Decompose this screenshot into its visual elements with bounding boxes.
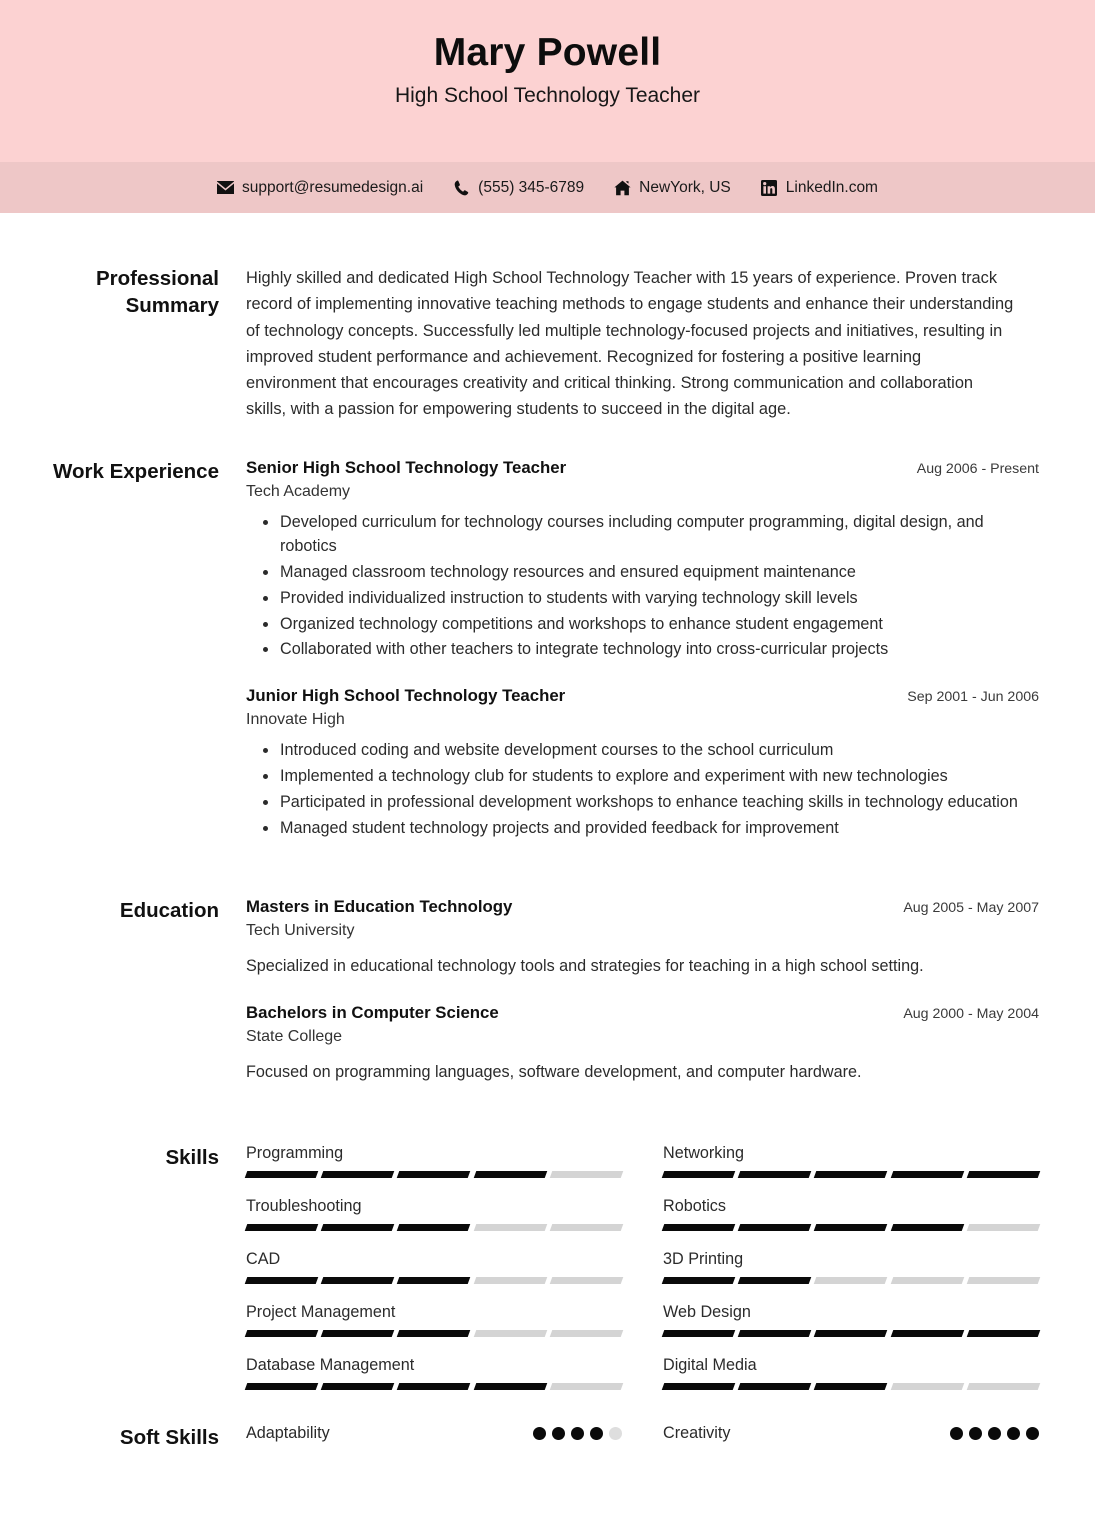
- skill-level-segment: [397, 1330, 471, 1337]
- skill-level-segment: [550, 1330, 624, 1337]
- skill-item: [663, 1356, 1039, 1409]
- education-entry-title: Masters in Education Technology: [246, 897, 513, 917]
- soft-skill-name: Adaptability: [246, 1424, 330, 1443]
- soft-skill-name: Creativity: [663, 1424, 731, 1443]
- skill-level-segment: [662, 1277, 736, 1284]
- skill-level-segment: [245, 1171, 319, 1178]
- skill-level-segment: [321, 1277, 395, 1284]
- skill-level-segment: [814, 1383, 888, 1390]
- skill-name: CAD: [246, 1250, 281, 1269]
- skill-item: [246, 1250, 622, 1303]
- skill-level-segment: [738, 1277, 812, 1284]
- skill-level-bar: [246, 1277, 622, 1284]
- soft-skill-item: [663, 1424, 1039, 1443]
- skill-level-segment: [473, 1171, 547, 1178]
- rating-dot: [590, 1427, 603, 1440]
- summary-text: Highly skilled and dedicated High School Technology Teacher with 15 years of experience. Proven track record of implementing innovative teaching methods to engage students and enhance their understanding of technology concepts. Successfully led multiple technology-focused projects and initiatives, resulting in improved student performance and achievement. Recognized for fostering a positive learning environment that encourages creativity and critical thinking. Strong communication and collaboration skills, with a passion for empowering students to succeed in the digital age.: [246, 269, 1014, 419]
- skill-level-segment: [967, 1330, 1041, 1337]
- contact-location-text: NewYork, US: [639, 178, 731, 196]
- skill-level-segment: [890, 1383, 964, 1390]
- skill-level-segment: [662, 1224, 736, 1231]
- skill-level-segment: [321, 1171, 395, 1178]
- section-skills: [0, 1144, 1039, 1409]
- skill-level-segment: [473, 1383, 547, 1390]
- skill-level-bar: [246, 1171, 622, 1178]
- skill-level-segment: [550, 1224, 624, 1231]
- section-education: [0, 897, 1039, 1089]
- section-label-work: Work Experience: [53, 459, 219, 483]
- work-entry: [246, 686, 1039, 840]
- rating-dot: [552, 1427, 565, 1440]
- skill-level-segment: [245, 1383, 319, 1390]
- skill-level-bar: [246, 1383, 622, 1390]
- work-entry-title: Junior High School Technology Teacher: [246, 686, 566, 706]
- skill-level-segment: [738, 1224, 812, 1231]
- skill-level-segment: [890, 1171, 964, 1178]
- skill-level-segment: [662, 1330, 736, 1337]
- skill-level-segment: [738, 1171, 812, 1178]
- list-item: Managed student technology projects and provided feedback for improvement: [280, 816, 1039, 841]
- education-entry-description: Specialized in educational technology tools and strategies for teaching in a high school setting.: [246, 957, 924, 976]
- skill-level-segment: [321, 1330, 395, 1337]
- skill-item: [663, 1250, 1039, 1303]
- skill-item: [663, 1144, 1039, 1197]
- skill-level-segment: [738, 1330, 812, 1337]
- skill-level-segment: [397, 1224, 471, 1231]
- resume-header: [0, 0, 1095, 162]
- contact-email[interactable]: [217, 179, 423, 197]
- rating-dot: [950, 1427, 963, 1440]
- contact-email-text: support@resumedesign.ai: [242, 178, 424, 196]
- skill-name: Project Management: [246, 1303, 396, 1322]
- list-item: Managed classroom technology resources and ensured equipment maintenance: [280, 560, 1039, 585]
- work-entry-bullets: [246, 510, 1039, 663]
- rating-dot: [609, 1427, 622, 1440]
- soft-skills-grid: [246, 1424, 1039, 1443]
- skill-level-segment: [550, 1277, 624, 1284]
- skill-item: [246, 1144, 622, 1197]
- skill-level-segment: [473, 1224, 547, 1231]
- skill-level-segment: [814, 1171, 888, 1178]
- skill-level-segment: [890, 1277, 964, 1284]
- linkedin-icon: [761, 179, 778, 196]
- skill-level-segment: [890, 1224, 964, 1231]
- skill-level-segment: [967, 1224, 1041, 1231]
- rating-dot: [571, 1427, 584, 1440]
- skill-level-segment: [245, 1224, 319, 1231]
- soft-skill-item: [246, 1424, 622, 1443]
- skill-level-segment: [890, 1330, 964, 1337]
- list-item: Developed curriculum for technology courses including computer programming, digital design, and robotics: [280, 510, 1039, 560]
- soft-skill-rating: [533, 1427, 622, 1440]
- skill-name: Digital Media: [663, 1356, 757, 1375]
- section-soft-skills: [0, 1424, 1039, 1451]
- skill-name: Robotics: [663, 1197, 726, 1216]
- section-label-summary: Professional Summary: [95, 267, 219, 318]
- education-entry-org: State College: [246, 1028, 343, 1046]
- education-entry-org: Tech University: [246, 922, 355, 940]
- skill-level-bar: [246, 1224, 622, 1231]
- skill-level-segment: [814, 1224, 888, 1231]
- rating-dot: [1026, 1427, 1039, 1440]
- education-entry-dates: Aug 2000 - May 2004: [903, 1006, 1039, 1023]
- skill-level-segment: [662, 1171, 736, 1178]
- skill-level-segment: [967, 1383, 1041, 1390]
- work-entry-title: Senior High School Technology Teacher: [246, 457, 567, 477]
- skill-level-segment: [321, 1224, 395, 1231]
- skill-name: 3D Printing: [663, 1250, 744, 1269]
- contact-bar: [0, 162, 1095, 213]
- skill-name: Web Design: [663, 1303, 751, 1322]
- skill-name: Database Management: [246, 1356, 415, 1375]
- skill-level-segment: [550, 1171, 624, 1178]
- skill-level-segment: [967, 1277, 1041, 1284]
- skill-level-bar: [663, 1171, 1039, 1178]
- skill-level-segment: [397, 1171, 471, 1178]
- home-icon: [614, 179, 631, 196]
- soft-skill-rating: [950, 1427, 1039, 1440]
- education-entry-description: Focused on programming languages, software development, and computer hardware.: [246, 1063, 862, 1082]
- section-professional-summary: [0, 265, 1039, 423]
- contact-phone-text: (555) 345-6789: [478, 178, 585, 196]
- section-work-experience: [0, 458, 1039, 845]
- skill-level-segment: [473, 1277, 547, 1284]
- skill-level-segment: [245, 1330, 319, 1337]
- list-item: Organized technology competitions and workshops to enhance student engagement: [280, 612, 1039, 637]
- skill-level-segment: [738, 1383, 812, 1390]
- contact-phone[interactable]: [453, 179, 584, 197]
- education-entry: [246, 897, 1039, 979]
- rating-dot: [969, 1427, 982, 1440]
- envelope-icon: [217, 179, 234, 196]
- skill-name: Troubleshooting: [246, 1197, 362, 1216]
- work-entry-dates: Sep 2001 - Jun 2006: [907, 689, 1039, 706]
- section-label-education: Education: [119, 899, 219, 923]
- work-entry-bullets: [246, 738, 1039, 840]
- skill-item: [663, 1197, 1039, 1250]
- job-title: High School Technology Teacher: [394, 83, 701, 107]
- skill-name: Programming: [246, 1144, 344, 1163]
- skill-item: [663, 1303, 1039, 1356]
- skill-level-segment: [814, 1277, 888, 1284]
- skill-level-segment: [967, 1171, 1041, 1178]
- skill-level-bar: [663, 1330, 1039, 1337]
- work-entry-org: Innovate High: [246, 711, 345, 729]
- skill-level-segment: [321, 1383, 395, 1390]
- education-entry-dates: Aug 2005 - May 2007: [903, 900, 1039, 917]
- skills-grid: [246, 1144, 1039, 1409]
- education-entry-title: Bachelors in Computer Science: [246, 1003, 499, 1023]
- phone-icon: [453, 179, 470, 196]
- skill-level-segment: [814, 1330, 888, 1337]
- contact-linkedin[interactable]: [761, 179, 878, 197]
- resume-body: [0, 265, 1095, 1451]
- list-item: Collaborated with other teachers to integrate technology into cross-curricular projects: [280, 637, 1039, 662]
- list-item: Provided individualized instruction to students with varying technology skill levels: [280, 586, 1039, 611]
- list-item: Introduced coding and website development courses to the school curriculum: [280, 738, 1039, 763]
- skill-level-segment: [662, 1383, 736, 1390]
- list-item: Implemented a technology club for students to explore and experiment with new technologies: [280, 764, 1039, 789]
- skill-level-segment: [397, 1277, 471, 1284]
- skill-item: [246, 1303, 622, 1356]
- rating-dot: [1007, 1427, 1020, 1440]
- skill-name: Networking: [663, 1144, 744, 1163]
- contact-linkedin-text: LinkedIn.com: [785, 178, 878, 196]
- skill-item: [246, 1197, 622, 1250]
- section-label-soft-skills: Soft Skills: [119, 1426, 219, 1450]
- section-label-skills: Skills: [165, 1146, 219, 1170]
- skill-level-segment: [397, 1383, 471, 1390]
- skill-level-bar: [246, 1330, 622, 1337]
- skill-item: [246, 1356, 622, 1409]
- skill-level-segment: [245, 1277, 319, 1284]
- list-item: Participated in professional development workshops to enhance teaching skills in technology education: [280, 790, 1039, 815]
- work-entry: [246, 458, 1039, 663]
- rating-dot: [533, 1427, 546, 1440]
- skill-level-segment: [550, 1383, 624, 1390]
- skill-level-segment: [473, 1330, 547, 1337]
- skill-level-bar: [663, 1277, 1039, 1284]
- contact-location[interactable]: [614, 179, 731, 197]
- skill-level-bar: [663, 1224, 1039, 1231]
- skill-level-bar: [663, 1383, 1039, 1390]
- education-entry: [246, 1003, 1039, 1085]
- rating-dot: [988, 1427, 1001, 1440]
- work-entry-org: Tech Academy: [246, 482, 351, 500]
- work-entry-dates: Aug 2006 - Present: [916, 460, 1039, 477]
- page-title: Mary Powell: [433, 31, 662, 74]
